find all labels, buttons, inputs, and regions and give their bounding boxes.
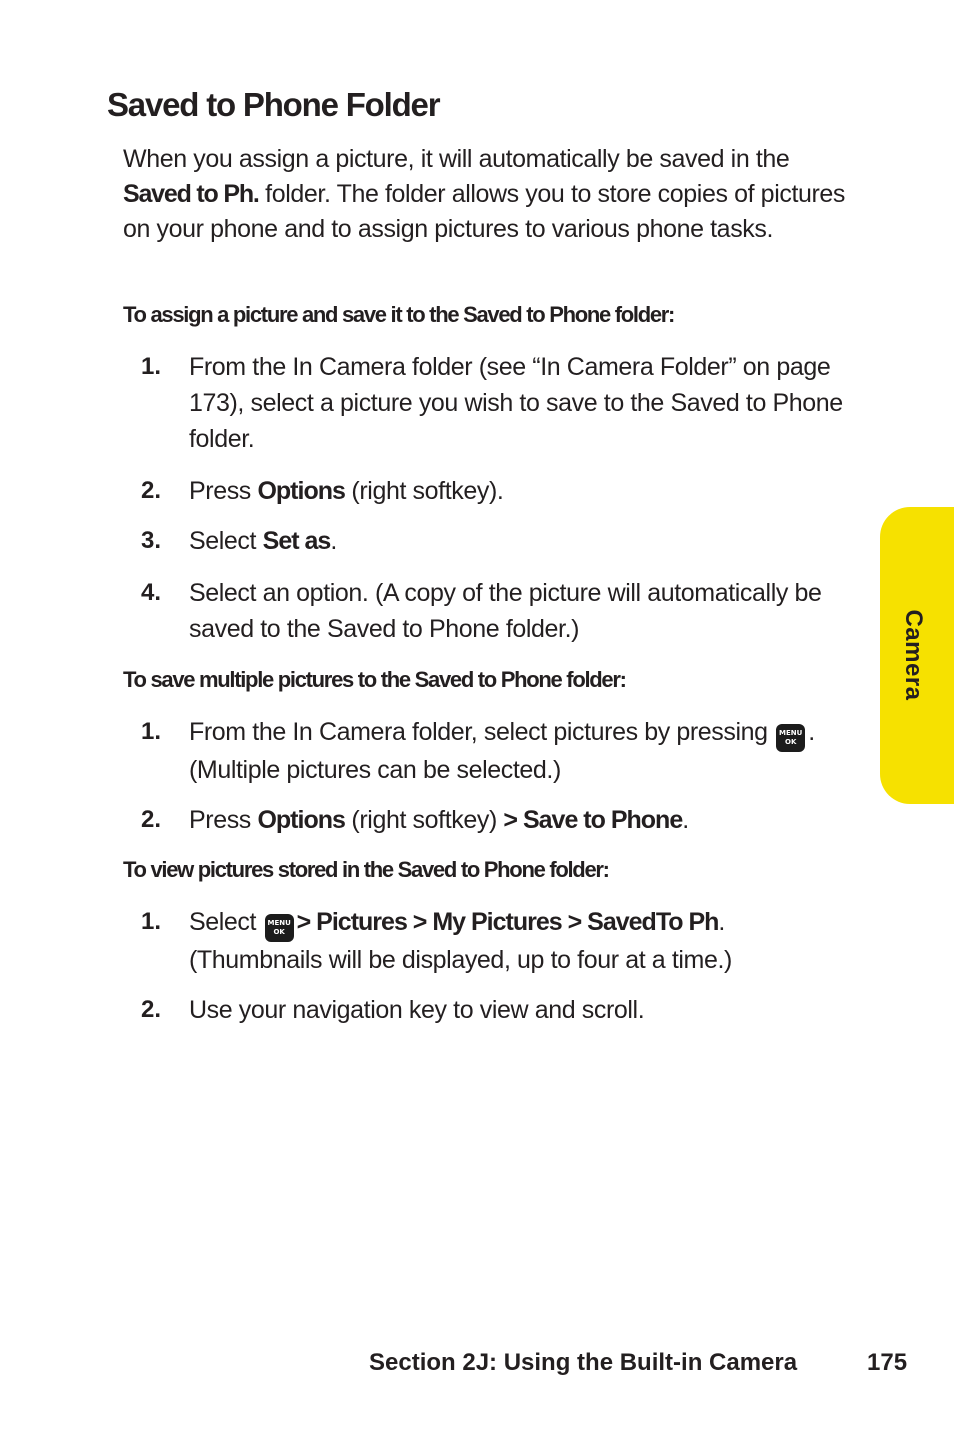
intro-paragraph: When you assign a picture, it will automatically be saved in the Saved to Ph. folder. The folder allows you to store copies of pictures on your phone and to assign pictures to various phone tasks. <box>123 145 846 243</box>
menu-ok-key-icon: MENU OK <box>265 914 294 942</box>
step-text: Select Set as. <box>189 527 337 555</box>
step-number: 2. <box>141 806 162 833</box>
section-heading-save-multiple: To save multiple pictures to the Saved to Phone folder: <box>123 667 626 692</box>
side-tab-label: Camera <box>900 609 927 701</box>
step-text: Use your navigation key to view and scroll. <box>189 996 645 1024</box>
step-number: 1. <box>141 718 162 745</box>
step-text: Press Options (right softkey) > Save to Phone. <box>189 806 689 834</box>
step-number: 1. <box>141 353 162 380</box>
section-heading-view: To view pictures stored in the Saved to Phone folder: <box>123 857 609 882</box>
step-number: 3. <box>141 527 162 554</box>
step-text: From the In Camera folder, select pictures by pressing MENU OK . (Multiple pictures can be selected.) <box>189 718 815 784</box>
step-text: Press Options (right softkey). <box>189 477 504 505</box>
step-text: Select MENU OK > Pictures > My Pictures > SavedTo Ph. (Thumbnails will be displayed, up to four at a time.) <box>189 908 732 974</box>
section-heading-assign: To assign a picture and save it to the Saved to Phone folder: <box>123 302 675 327</box>
footer-section-title: Section 2J: Using the Built-in Camera <box>369 1349 798 1376</box>
step-text: Select an option. (A copy of the picture will automatically be saved to the Saved to Phone folder.) <box>189 579 822 643</box>
menu-ok-key-icon: MENU OK <box>776 724 805 752</box>
page-number: 175 <box>867 1349 908 1376</box>
step-number: 1. <box>141 908 162 935</box>
step-number: 4. <box>141 579 162 606</box>
step-number: 2. <box>141 477 162 504</box>
step-text: From the In Camera folder (see “In Camera Folder” on page 173), select a picture you wish to save to the Saved to Phone folder. <box>189 353 843 453</box>
step-number: 2. <box>141 996 162 1023</box>
page-title: Saved to Phone Folder <box>107 86 440 123</box>
